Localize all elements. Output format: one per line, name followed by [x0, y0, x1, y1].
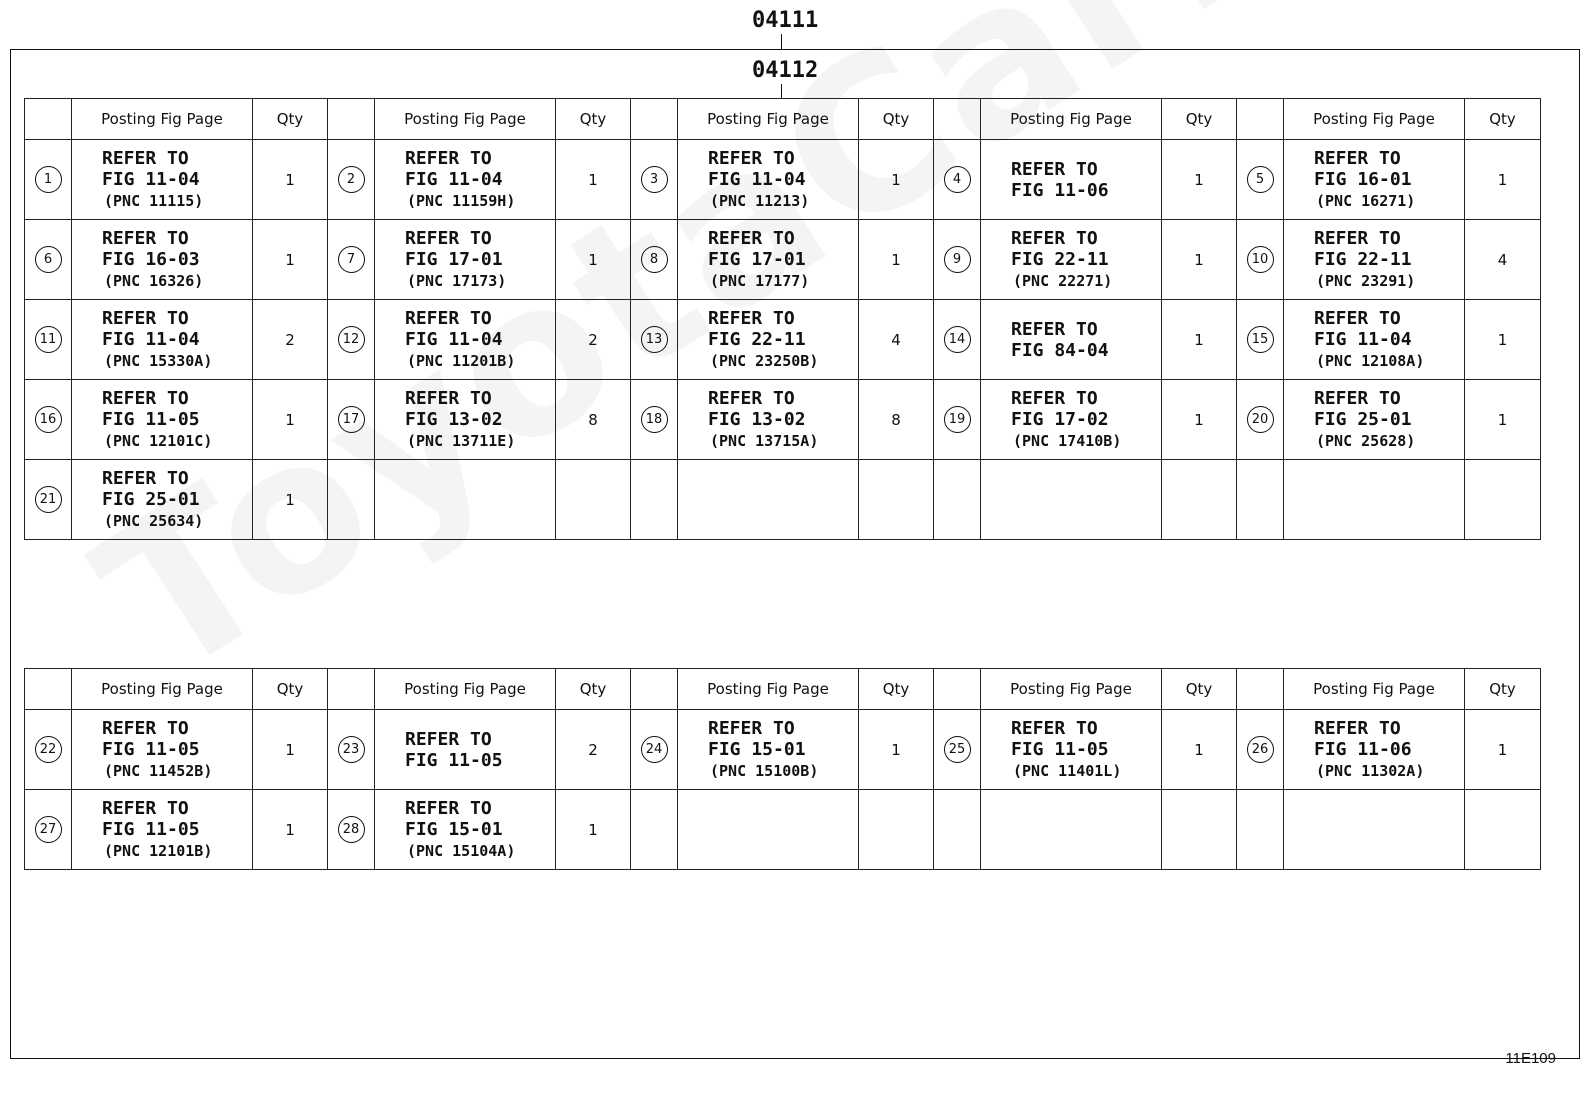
item-number-cell [1237, 140, 1284, 220]
qty-value: 1 [253, 790, 328, 870]
refer-to-text: REFER TO [102, 147, 189, 169]
qty-value: 1 [556, 790, 631, 870]
table-row [25, 380, 1541, 460]
item-number-badge: 26 [1247, 736, 1274, 763]
qty-value: 1 [1162, 380, 1237, 460]
item-number-badge: 11 [35, 326, 62, 353]
item-number-cell [328, 790, 375, 870]
header-posting-fig-page: Posting Fig Page [1284, 99, 1465, 140]
reference-cell [72, 140, 253, 220]
pnc-number: (PNC 25628) [1316, 431, 1416, 450]
table-row [25, 220, 1541, 300]
header-qty: Qty [859, 99, 934, 140]
reference-table-upper [24, 98, 1541, 540]
item-number-badge: 22 [35, 736, 62, 763]
refer-to-text: REFER TO [708, 387, 795, 409]
item-number-badge: 28 [338, 816, 365, 843]
fig-reference-link[interactable]: FIG 25-01 [1314, 408, 1412, 430]
refer-to-text: REFER TO [1011, 318, 1098, 340]
header-posting-fig-page: Posting Fig Page [981, 99, 1162, 140]
figure-code: 11E109 [1505, 1050, 1556, 1067]
fig-reference-link[interactable]: FIG 11-04 [405, 328, 503, 350]
table-row [25, 140, 1541, 220]
qty-value: 1 [253, 710, 328, 790]
item-number-cell [934, 140, 981, 220]
item-number-cell [934, 710, 981, 790]
fig-reference-link[interactable]: FIG 11-04 [102, 328, 200, 350]
table-row [25, 710, 1541, 790]
fig-reference-link[interactable]: FIG 11-04 [1314, 328, 1412, 350]
item-number-cell [328, 140, 375, 220]
reference-cell [981, 460, 1162, 540]
refer-to-text: REFER TO [708, 717, 795, 739]
reference-cell [375, 790, 556, 870]
fig-reference-link[interactable]: FIG 11-05 [405, 749, 503, 771]
item-number-cell [1237, 380, 1284, 460]
reference-cell [72, 710, 253, 790]
refer-to-text: REFER TO [1314, 147, 1401, 169]
qty-value: 1 [1162, 710, 1237, 790]
item-number-cell [1237, 790, 1284, 870]
reference-cell [1284, 220, 1465, 300]
header-num-cell [631, 99, 678, 140]
refer-to-text: REFER TO [405, 307, 492, 329]
refer-to-text: REFER TO [1011, 717, 1098, 739]
refer-to-text: REFER TO [102, 717, 189, 739]
fig-reference-link[interactable]: FIG 17-01 [708, 248, 806, 270]
fig-reference-link[interactable]: FIG 22-11 [1314, 248, 1412, 270]
item-number-badge: 18 [641, 406, 668, 433]
qty-value [1465, 460, 1541, 540]
qty-value [556, 460, 631, 540]
item-number-badge: 4 [944, 166, 971, 193]
header-qty: Qty [253, 99, 328, 140]
qty-value: 1 [556, 220, 631, 300]
qty-value [1162, 790, 1237, 870]
item-number-cell [25, 790, 72, 870]
pnc-number: (PNC 12101B) [104, 841, 213, 860]
qty-value: 1 [1465, 300, 1541, 380]
fig-reference-link[interactable]: FIG 17-01 [405, 248, 503, 270]
header-num-cell [328, 99, 375, 140]
pnc-number: (PNC 12108A) [1316, 351, 1425, 370]
refer-to-text: REFER TO [102, 797, 189, 819]
pnc-number: (PNC 16271) [1316, 191, 1416, 210]
item-number-badge: 8 [641, 246, 668, 273]
reference-cell [72, 380, 253, 460]
qty-value: 2 [556, 300, 631, 380]
table-row [25, 460, 1541, 540]
header-posting-fig-page: Posting Fig Page [375, 669, 556, 710]
qty-value: 1 [1162, 220, 1237, 300]
qty-value: 1 [859, 710, 934, 790]
qty-value: 1 [859, 140, 934, 220]
fig-reference-link[interactable]: FIG 11-04 [102, 168, 200, 190]
qty-value: 1 [253, 460, 328, 540]
reference-cell [1284, 380, 1465, 460]
leader-line-04111 [781, 34, 782, 49]
refer-to-text: REFER TO [708, 227, 795, 249]
refer-to-text: REFER TO [405, 387, 492, 409]
qty-value: 1 [253, 220, 328, 300]
refer-to-text: REFER TO [102, 387, 189, 409]
refer-to-text: REFER TO [1011, 227, 1098, 249]
header-qty: Qty [1465, 99, 1541, 140]
fig-reference-link[interactable]: FIG 25-01 [102, 488, 200, 510]
reference-cell [72, 300, 253, 380]
header-posting-fig-page: Posting Fig Page [678, 99, 859, 140]
qty-value: 4 [859, 300, 934, 380]
pnc-number: (PNC 11401L) [1013, 761, 1122, 780]
fig-reference-link[interactable]: FIG 13-02 [405, 408, 503, 430]
fig-reference-link[interactable]: FIG 11-04 [405, 168, 503, 190]
reference-cell [1284, 460, 1465, 540]
item-number-badge: 16 [35, 406, 62, 433]
item-number-cell [631, 220, 678, 300]
qty-value [1465, 790, 1541, 870]
reference-cell [1284, 710, 1465, 790]
header-qty: Qty [1162, 669, 1237, 710]
header-num-cell [328, 669, 375, 710]
reference-cell [981, 140, 1162, 220]
header-row [25, 99, 1541, 140]
item-number-cell [934, 380, 981, 460]
assembly-code-04112: 04112 [752, 58, 819, 83]
fig-reference-link[interactable]: FIG 16-03 [102, 248, 200, 270]
header-posting-fig-page: Posting Fig Page [375, 99, 556, 140]
item-number-cell [328, 460, 375, 540]
qty-value: 1 [859, 220, 934, 300]
header-posting-fig-page: Posting Fig Page [72, 669, 253, 710]
qty-value: 1 [1162, 140, 1237, 220]
pnc-number: (PNC 11201B) [407, 351, 516, 370]
header-row [25, 669, 1541, 710]
reference-cell [1284, 790, 1465, 870]
fig-reference-link[interactable]: FIG 11-06 [1011, 179, 1109, 201]
reference-cell [981, 710, 1162, 790]
item-number-badge: 15 [1247, 326, 1274, 353]
header-qty: Qty [1162, 99, 1237, 140]
pnc-number: (PNC 12101C) [104, 431, 213, 450]
header-num-cell [934, 99, 981, 140]
header-qty: Qty [859, 669, 934, 710]
item-number-cell [25, 300, 72, 380]
header-qty: Qty [556, 99, 631, 140]
reference-cell [981, 380, 1162, 460]
item-number-badge: 12 [338, 326, 365, 353]
refer-to-text: REFER TO [405, 147, 492, 169]
header-posting-fig-page: Posting Fig Page [981, 669, 1162, 710]
reference-cell [375, 710, 556, 790]
item-number-cell [1237, 300, 1284, 380]
reference-cell [678, 380, 859, 460]
item-number-cell [934, 790, 981, 870]
item-number-cell [631, 710, 678, 790]
reference-cell [678, 140, 859, 220]
fig-reference-link[interactable]: FIG 11-06 [1314, 738, 1412, 760]
fig-reference-link[interactable]: FIG 13-02 [708, 408, 806, 430]
fig-reference-link[interactable]: FIG 15-01 [708, 738, 806, 760]
refer-to-text: REFER TO [1314, 387, 1401, 409]
item-number-badge: 10 [1247, 246, 1274, 273]
reference-cell [678, 460, 859, 540]
qty-value: 1 [1162, 300, 1237, 380]
reference-cell [375, 300, 556, 380]
reference-cell [375, 380, 556, 460]
item-number-cell [934, 300, 981, 380]
item-number-badge: 3 [641, 166, 668, 193]
qty-value: 1 [1465, 380, 1541, 460]
item-number-cell [631, 460, 678, 540]
item-number-badge: 5 [1247, 166, 1274, 193]
item-number-cell [25, 220, 72, 300]
table-row [25, 790, 1541, 870]
item-number-badge: 19 [944, 406, 971, 433]
item-number-cell [631, 140, 678, 220]
refer-to-text: REFER TO [1314, 307, 1401, 329]
item-number-cell [1237, 460, 1284, 540]
reference-cell [72, 460, 253, 540]
pnc-number: (PNC 17410B) [1013, 431, 1122, 450]
qty-value: 4 [1465, 220, 1541, 300]
fig-reference-link[interactable]: FIG 11-04 [708, 168, 806, 190]
item-number-cell [25, 710, 72, 790]
pnc-number: (PNC 15330A) [104, 351, 213, 370]
item-number-badge: 2 [338, 166, 365, 193]
reference-cell [981, 300, 1162, 380]
header-posting-fig-page: Posting Fig Page [72, 99, 253, 140]
fig-reference-link[interactable]: FIG 11-05 [102, 818, 200, 840]
reference-cell [678, 300, 859, 380]
item-number-badge: 25 [944, 736, 971, 763]
qty-value: 1 [1465, 710, 1541, 790]
pnc-number: (PNC 16326) [104, 271, 204, 290]
refer-to-text: REFER TO [1011, 158, 1098, 180]
qty-value [859, 460, 934, 540]
item-number-cell [25, 380, 72, 460]
pnc-number: (PNC 15100B) [710, 761, 819, 780]
item-number-cell [1237, 220, 1284, 300]
item-number-badge: 7 [338, 246, 365, 273]
reference-table-lower [24, 668, 1541, 870]
fig-reference-link[interactable]: FIG 22-11 [708, 328, 806, 350]
pnc-number: (PNC 25634) [104, 511, 204, 530]
header-qty: Qty [253, 669, 328, 710]
refer-to-text: REFER TO [102, 307, 189, 329]
item-number-cell [328, 710, 375, 790]
reference-cell [375, 140, 556, 220]
pnc-number: (PNC 11213) [710, 191, 810, 210]
fig-reference-link[interactable]: FIG 84-04 [1011, 339, 1109, 361]
item-number-badge: 24 [641, 736, 668, 763]
refer-to-text: REFER TO [405, 797, 492, 819]
reference-cell [678, 790, 859, 870]
reference-cell [981, 790, 1162, 870]
item-number-badge: 1 [35, 166, 62, 193]
qty-value [1162, 460, 1237, 540]
qty-value: 1 [556, 140, 631, 220]
fig-reference-link[interactable]: FIG 15-01 [405, 818, 503, 840]
item-number-cell [25, 460, 72, 540]
item-number-badge: 14 [944, 326, 971, 353]
reference-cell [375, 220, 556, 300]
pnc-number: (PNC 22271) [1013, 271, 1113, 290]
qty-value: 8 [556, 380, 631, 460]
pnc-number: (PNC 13711E) [407, 431, 516, 450]
refer-to-text: REFER TO [708, 307, 795, 329]
header-qty: Qty [556, 669, 631, 710]
header-qty: Qty [1465, 669, 1541, 710]
table-row [25, 300, 1541, 380]
item-number-badge: 9 [944, 246, 971, 273]
assembly-code-04111: 04111 [752, 8, 819, 33]
qty-value: 2 [253, 300, 328, 380]
pnc-number: (PNC 17177) [710, 271, 810, 290]
reference-cell [1284, 300, 1465, 380]
item-number-badge: 23 [338, 736, 365, 763]
header-num-cell [1237, 669, 1284, 710]
pnc-number: (PNC 15104A) [407, 841, 516, 860]
item-number-cell [934, 220, 981, 300]
header-num-cell [631, 669, 678, 710]
fig-reference-link[interactable]: FIG 11-05 [1011, 738, 1109, 760]
item-number-cell [1237, 710, 1284, 790]
item-number-badge: 20 [1247, 406, 1274, 433]
item-number-cell [328, 220, 375, 300]
reference-cell [678, 220, 859, 300]
item-number-badge: 17 [338, 406, 365, 433]
item-number-cell [25, 140, 72, 220]
reference-cell [678, 710, 859, 790]
refer-to-text: REFER TO [1011, 387, 1098, 409]
fig-reference-link[interactable]: FIG 16-01 [1314, 168, 1412, 190]
refer-to-text: REFER TO [1314, 227, 1401, 249]
refer-to-text: REFER TO [708, 147, 795, 169]
reference-cell [981, 220, 1162, 300]
item-number-badge: 6 [35, 246, 62, 273]
header-posting-fig-page: Posting Fig Page [678, 669, 859, 710]
refer-to-text: REFER TO [405, 227, 492, 249]
pnc-number: (PNC 13715A) [710, 431, 819, 450]
fig-reference-link[interactable]: FIG 11-05 [102, 408, 200, 430]
reference-cell [1284, 140, 1465, 220]
reference-cell [72, 220, 253, 300]
refer-to-text: REFER TO [1314, 717, 1401, 739]
item-number-cell [631, 380, 678, 460]
pnc-number: (PNC 11159H) [407, 191, 516, 210]
qty-value: 2 [556, 710, 631, 790]
pnc-number: (PNC 23291) [1316, 271, 1416, 290]
reference-cell [72, 790, 253, 870]
pnc-number: (PNC 11452B) [104, 761, 213, 780]
header-num-cell [934, 669, 981, 710]
pnc-number: (PNC 23250B) [710, 351, 819, 370]
qty-value: 8 [859, 380, 934, 460]
item-number-badge: 13 [641, 326, 668, 353]
refer-to-text: REFER TO [102, 467, 189, 489]
qty-value: 1 [1465, 140, 1541, 220]
fig-reference-link[interactable]: FIG 22-11 [1011, 248, 1109, 270]
item-number-cell [934, 460, 981, 540]
qty-value: 1 [253, 140, 328, 220]
item-number-cell [631, 790, 678, 870]
item-number-cell [328, 380, 375, 460]
qty-value [859, 790, 934, 870]
leader-line-04112 [781, 84, 782, 98]
header-num-cell [25, 99, 72, 140]
fig-reference-link[interactable]: FIG 11-05 [102, 738, 200, 760]
item-number-badge: 21 [35, 486, 62, 513]
header-num-cell [25, 669, 72, 710]
header-num-cell [1237, 99, 1284, 140]
reference-cell [375, 460, 556, 540]
item-number-cell [631, 300, 678, 380]
header-posting-fig-page: Posting Fig Page [1284, 669, 1465, 710]
refer-to-text: REFER TO [102, 227, 189, 249]
item-number-badge: 27 [35, 816, 62, 843]
refer-to-text: REFER TO [405, 728, 492, 750]
fig-reference-link[interactable]: FIG 17-02 [1011, 408, 1109, 430]
qty-value: 1 [253, 380, 328, 460]
pnc-number: (PNC 11302A) [1316, 761, 1425, 780]
pnc-number: (PNC 11115) [104, 191, 204, 210]
item-number-cell [328, 300, 375, 380]
pnc-number: (PNC 17173) [407, 271, 507, 290]
